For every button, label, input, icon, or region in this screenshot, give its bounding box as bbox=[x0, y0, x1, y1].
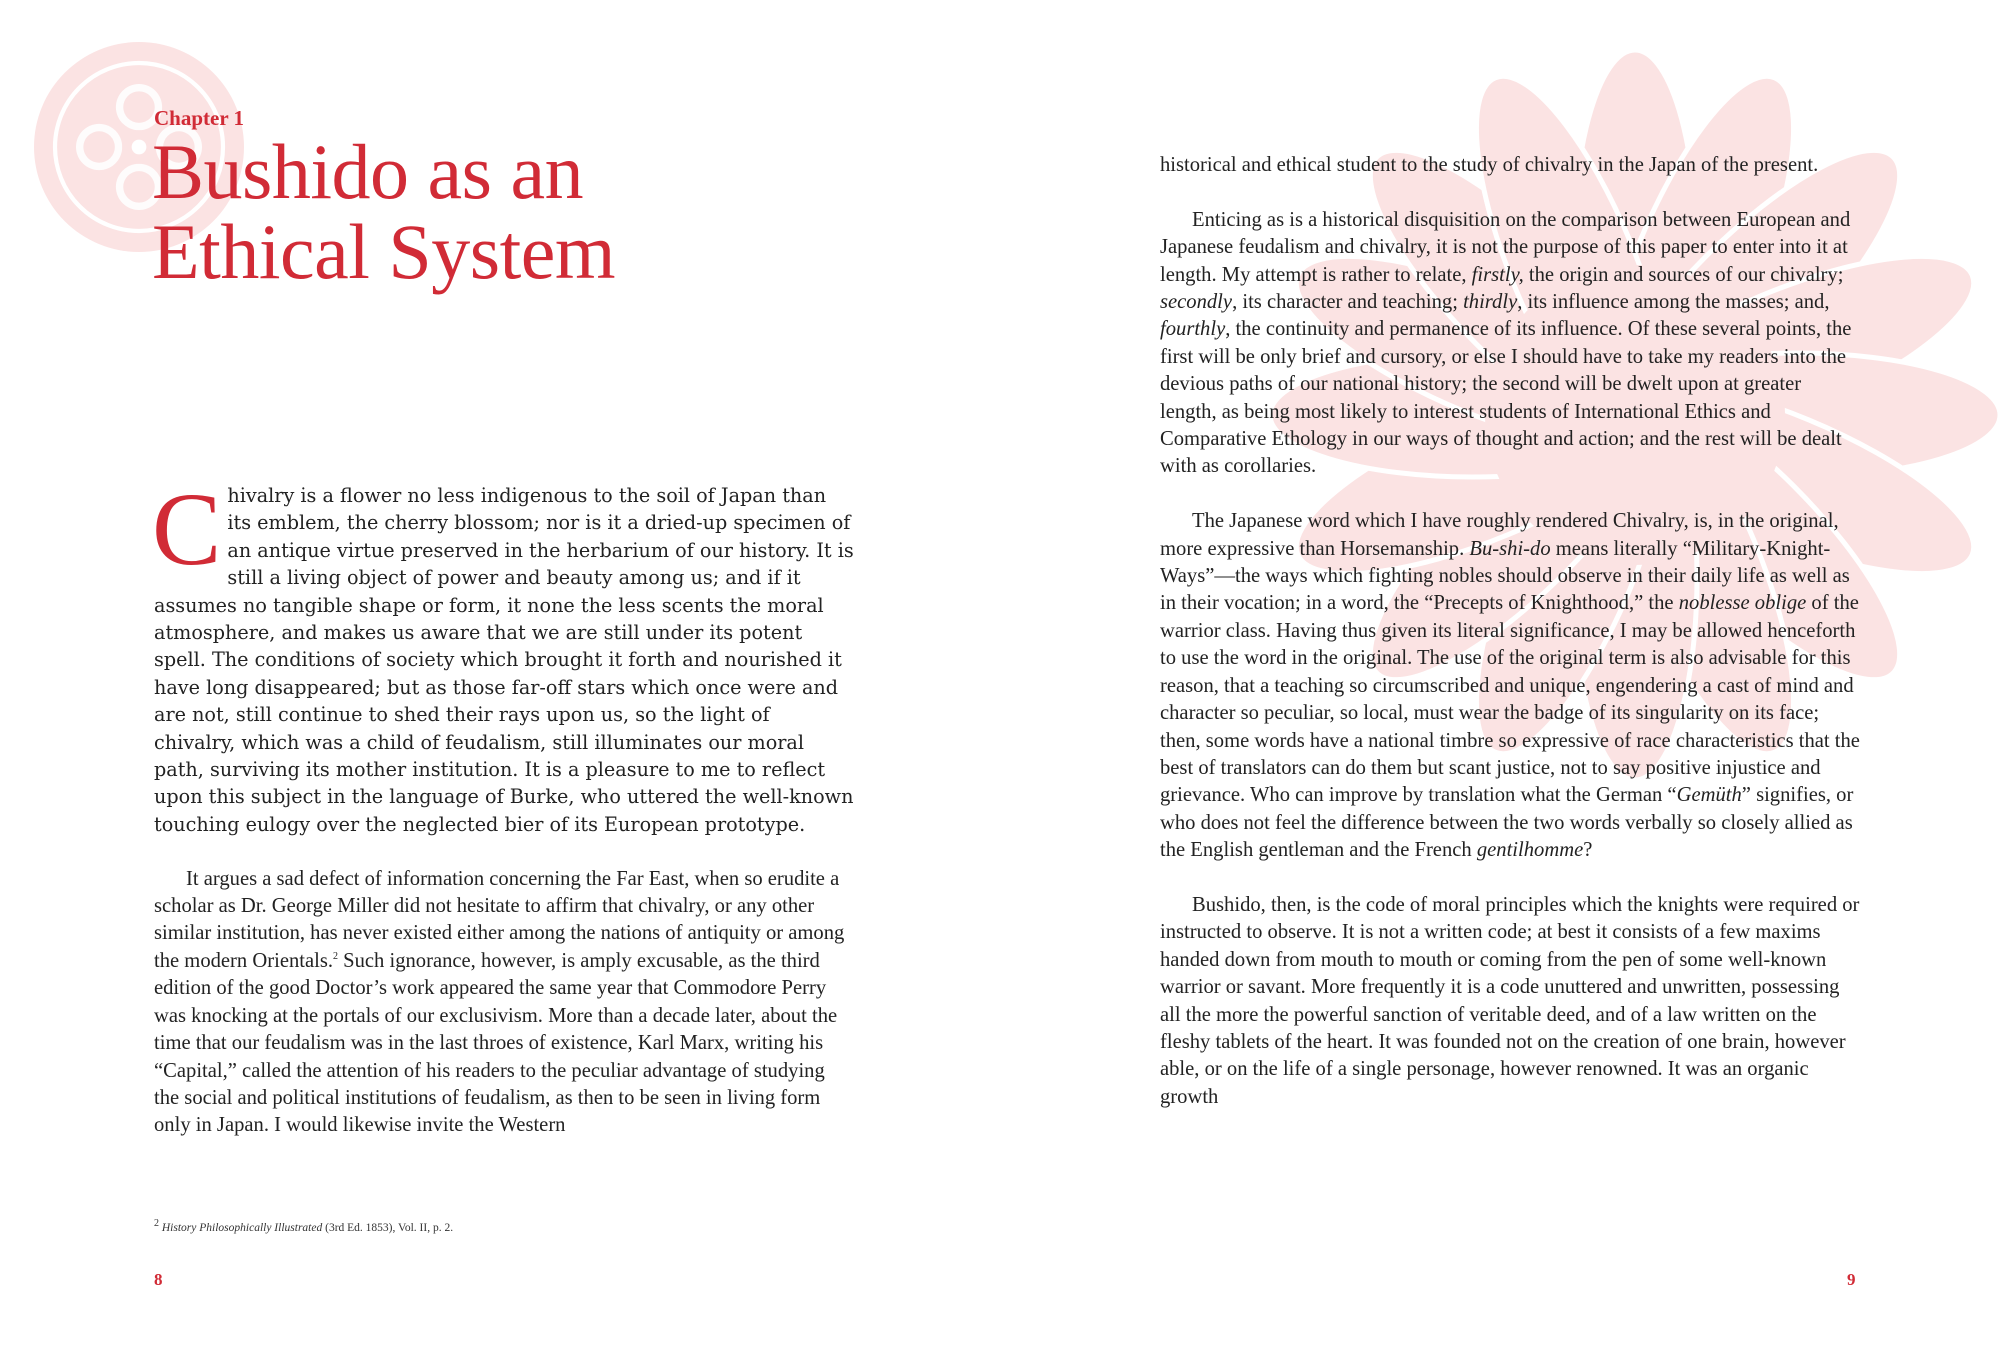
drop-cap: C bbox=[152, 472, 222, 587]
chapter-title-line-2: Ethical System bbox=[152, 208, 616, 295]
right-page bbox=[1000, 0, 2000, 1353]
emphasis: thirdly bbox=[1463, 291, 1518, 314]
paragraph-text: , the continuity and permanence of its influence. Of these several points, the first will be only brief and cursory, or else I should have to take my readers into the devious paths of our national history; the second will be dwelt upon at greater length, as being most likely to interest students of International Ethics and Comparative Ethology in our ways of thought and action; and the rest will be dealt with as corollaries. bbox=[1160, 318, 1852, 478]
page-number: 8 bbox=[154, 1270, 163, 1289]
footnote-book-title: History Philosophically Illustrated bbox=[161, 1222, 323, 1234]
paragraph: Bushido, then, is the code of moral principles which the knights were required or instructed to observe. It is not a written code; at best it consists of a few maxims handed down from mouth to mouth or coming from the pen of some well-known warrior or savant. More frequently it is a code unuttered and unwritten, possessing all the more the powerful sanction of veritable deed, and of a law written on the fleshy tablets of the heart. It was founded not on the creation of one brain, however able, or on the life of a single personage, however renowned. It was an organic growth bbox=[1160, 893, 1860, 1108]
chapter-label: Chapter 1 bbox=[154, 106, 245, 130]
paragraph-text: ? bbox=[1583, 839, 1593, 862]
chapter-title bbox=[152, 128, 872, 295]
footnote-text: (3rd Ed. 1853), Vol. II, p. 2. bbox=[322, 1222, 454, 1234]
left-body-text bbox=[152, 472, 854, 1140]
right-body-text bbox=[1160, 152, 1860, 1111]
paragraph-text: ” signifies, or who does not feel the difference between the two words verbally so closely allied as the English gentleman and the French bbox=[1160, 784, 1854, 862]
paragraph bbox=[1160, 508, 1860, 864]
page-number: 9 bbox=[1847, 1270, 1856, 1289]
emphasis: gentilhomme bbox=[1476, 839, 1584, 862]
paragraph-text: of the warrior class. Having thus given its literal significance, I may be allowed henceforth to use the word in the original. The use of the original term is also advisable for this reason, that a teaching so circumscribed and unique, engendering a cast of mind and character so peculiar, so local, must wear the badge of its singularity on its face; then, some words have a national timbre so expressive of race characteristics that the best of translators can do them but scant justice, not to say positive injustice and grievance. Who can improve by translation what the German “ bbox=[1160, 592, 1860, 807]
footnote-number: 2 bbox=[154, 1218, 159, 1230]
emphasis: noblesse oblige bbox=[1678, 592, 1807, 615]
emphasis: secondly bbox=[1160, 291, 1233, 314]
paragraph bbox=[154, 866, 854, 1140]
emphasis: Bu-shi-do bbox=[1469, 537, 1551, 560]
paragraph-text: , its character and teaching; bbox=[1232, 291, 1464, 314]
paragraph-text: means literally “Military-Knight-Ways”—the ways which fighting nobles should observe in their daily life as well as in their vocation; in a word, the “Precepts of Knighthood,” the bbox=[1160, 537, 1850, 615]
emphasis: firstly, bbox=[1471, 263, 1524, 286]
paragraph-text: Enticing as is a historical disquisition on the comparison between European and Japanese feudalism and chivalry, it is not the purpose of this paper to enter into it at length. My attempt is rather to relate, bbox=[1160, 208, 1851, 286]
paragraph-text: It argues a sad defect of information concerning the Far East, when so erudite a scholar as Dr. George Miller did not hesitate to affirm that chivalry, or any other similar institution, has never existed either among the nations of antiquity or among the modern Orientals. bbox=[154, 867, 845, 972]
emphasis: fourthly bbox=[1160, 318, 1226, 341]
chapter-title-line-1: Bushido as an bbox=[152, 128, 584, 215]
footnote bbox=[154, 1218, 454, 1234]
paragraph bbox=[1160, 207, 1860, 481]
paragraph-text: The Japanese word which I have roughly rendered Chivalry, is, in the original, more expressive than Horsemanship. bbox=[1160, 510, 1839, 560]
emphasis: Gemüth bbox=[1676, 784, 1742, 807]
paragraph-text: , its influence among the masses; and, bbox=[1517, 291, 1830, 314]
paragraph-text: Such ignorance, however, is amply excusable, as the third edition of the good Doctor’s work appeared the same year that Commodore Perry was knocking at the portals of our exclusivism. More than a decade later, about the time that our feudalism was in the last throes of existence, Karl Marx, writing his “Capital,” called the attention of his readers to the peculiar advantage of studying the social and political institutions of feudalism, as then to be seen in living form only in Japan. I would likewise invite the Western bbox=[154, 949, 838, 1137]
opening-paragraph-text: hivalry is a flower no less indigenous to the soil of Japan than its emblem, the cherry blossom; nor is it a dried-up specimen of an antique virtue preserved in the herbarium of our history. It is still a living object of power and beauty among us; and if it assumes no tangible shape or form, it none the less scents the moral atmosphere, and makes us aware that we are still under its potent spell. The conditions of society which brought it forth and nourished it have long disappeared; but as those far-off stars which once were and are not, still continue to shed their rays upon us, so the light of chivalry, which was a child of feudalism, still illuminates our moral path, surviving its mother institution. It is a pleasure to me to reflect upon this subject in the language of Burke, who uttered the well-known touching eulogy over the neglected bier of its European prototype. bbox=[154, 484, 854, 836]
footnote-ref[interactable]: 2 bbox=[333, 951, 338, 963]
paragraph-text: the origin and sources of our chivalry; bbox=[1523, 263, 1844, 286]
opening-paragraph bbox=[152, 472, 854, 838]
paragraph: historical and ethical student to the study of chivalry in the Japan of the present. bbox=[1160, 154, 1819, 176]
